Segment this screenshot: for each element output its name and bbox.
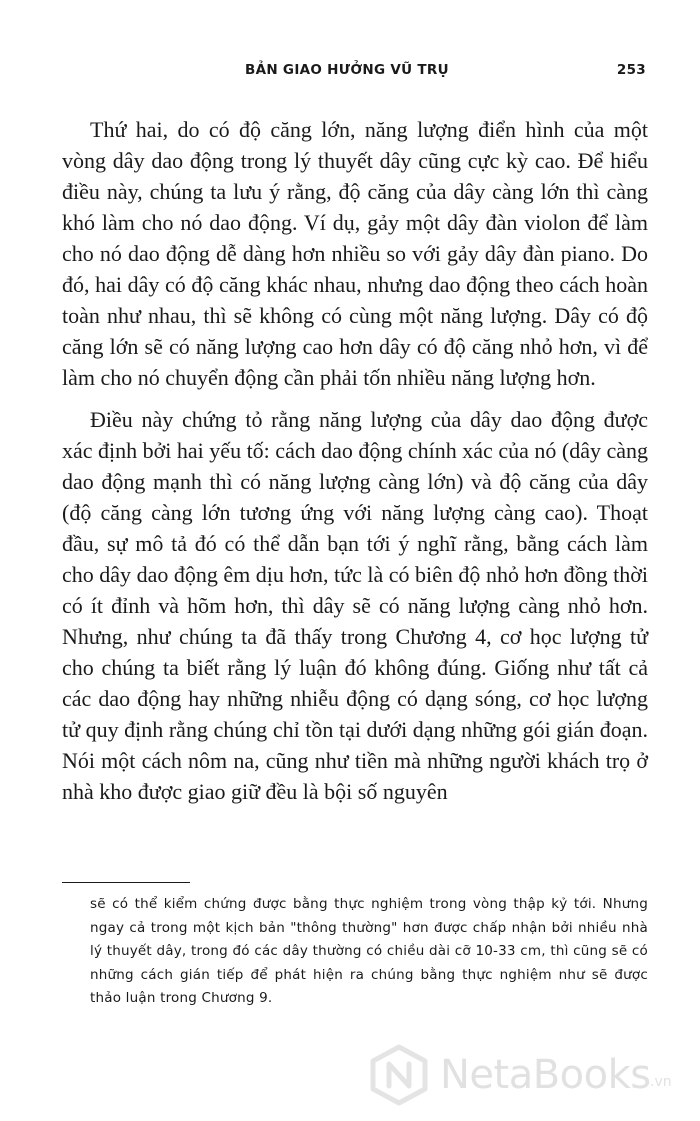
paragraph-1: Thứ hai, do có độ căng lớn, năng lượng điển hình của một vòng dây dao động trong lý thuyết dây cũng cực kỳ cao. Để hiểu điều này, chúng ta lưu ý rằng, độ căng của dây càng lớn thì càng khó làm cho nó dao động. Ví dụ, gảy một dây đàn violon để làm cho nó dao động dễ dàng hơn nhiều so với gảy dây đàn piano. Do đó, hai dây có độ căng khác nhau, nhưng dao động theo cách hoàn toàn như nhau, thì sẽ không có cùng một năng lượng. Dây có độ căng lớn sẽ có năng lượng cao hơn dây có độ căng nhỏ hơn, vì để làm cho nó chuyển động cần phải tốn nhiều năng lượng hơn. <box>62 117 648 390</box>
footnote: sẽ có thể kiểm chứng được bằng thực nghiệm trong vòng thập kỷ tới. Nhưng ngay cả trong một kịch bản "thông thường" hơn được chấp nhận bởi nhiều nhà lý thuyết dây, trong đó các dây thường có chiều dài cỡ 10-33 cm, thì cũng sẽ có những cách gián tiếp để phát hiện ra chúng bằng thực nghiệm như sẽ được thảo luận trong Chương 9. <box>90 896 648 1006</box>
running-head <box>0 58 700 82</box>
paragraph-2: Điều này chứng tỏ rằng năng lượng của dây dao động được xác định bởi hai yếu tố: cách dao động chính xác của nó (dây càng dao động mạnh thì có năng lượng càng lớn) và độ căng của dây (độ căng càng lớn tương ứng với năng lượng càng cao). Thoạt đầu, sự mô tả đó có thể dẫn bạn tới ý nghĩ rằng, bằng cách làm cho dây dao động êm dịu hơn, tức là có biên độ nhỏ hơn đồng thời có ít đỉnh và hõm hơn, thì dây sẽ có năng lượng càng nhỏ hơn. Nhưng, như chúng ta đã thấy trong Chương 4, cơ học lượng tử cho chúng ta biết rằng lý luận đó không đúng. Giống như tất cả các dao động hay những nhiễu động có dạng sóng, cơ học lượng tử quy định rằng chúng chỉ tồn tại dưới dạng những gói gián đoạn. Nói một cách nôm na, cũng như tiền mà những người khách trọ ở nhà kho được giao giữ đều là bội số nguyên <box>62 407 648 804</box>
page-number: 253 <box>616 62 646 78</box>
watermark <box>368 1040 688 1110</box>
footnote-rule <box>62 882 190 883</box>
watermark-brand: NetaBooks <box>440 1052 651 1098</box>
watermark-suffix: .vn <box>650 1074 672 1090</box>
running-title: BẢN GIAO HƯỞNG VŨ TRỤ <box>245 62 449 78</box>
body-text <box>62 114 648 818</box>
netabooks-logo-icon <box>368 1044 430 1106</box>
